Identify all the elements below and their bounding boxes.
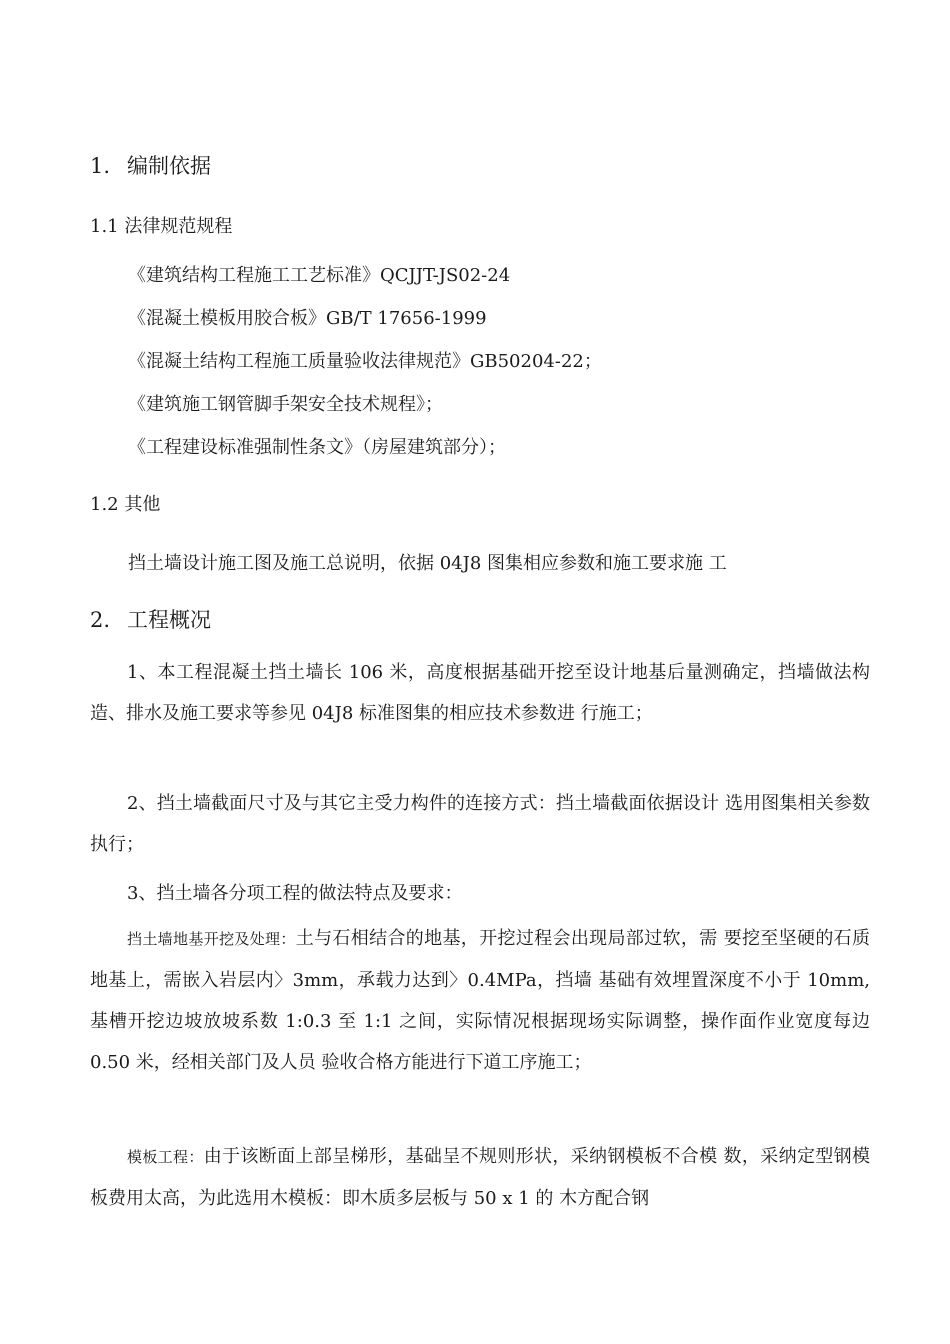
- foundation-excavation-label: 挡土墙地基开挖及处理：: [127, 930, 296, 948]
- formwork-text: 由于该断面上部呈梯形，基础呈不规则形状，采纳钢模板不合模 数，采纳定型钢模板费用太高，为此选用木模板：即木质多层板与 50 x 1 的 木方配合钢: [90, 1146, 870, 1209]
- section-2-number: 2.: [90, 608, 111, 632]
- reference-item: 《建筑结构工程施工工艺标准》QCJJT-JS02-24: [128, 265, 511, 286]
- section-1-title: 编制依据: [127, 154, 211, 178]
- formwork-paragraph: [90, 1136, 870, 1219]
- overview-paragraph-1: 1、本工程混凝土挡土墙长 106 米，高度根据基础开挖至设计地基后量测确定，挡墙做法构造、排水及施工要求等参见 04J8 标准图集的相应技术参数进 行施工；: [90, 662, 870, 724]
- section-1-2-heading: 1.2 其他: [90, 494, 161, 515]
- reference-item: 《混凝土结构工程施工质量验收法律规范》GB50204-22；: [128, 351, 602, 372]
- reference-item: 《建筑施工钢管脚手架安全技术规程》；: [128, 394, 443, 415]
- section-1-1-heading: 1.1 法律规范规程: [90, 216, 233, 237]
- reference-item: 《混凝土模板用胶合板》GB/T 17656-1999: [128, 308, 487, 329]
- section-1-number: 1.: [90, 154, 111, 178]
- foundation-excavation-paragraph: [90, 918, 870, 1083]
- foundation-excavation-text: 土与石相结合的地基，开挖过程会出现局部过软，需 要挖至坚硬的石质地基上，需嵌入岩层内〉3mm，承载力达到〉0.4MPa，挡墙 基础有效埋置深度不小于 10mm,基槽开挖边坡放坡系数 1:0.3 至 1:1 之间，实际情况根据现场实际调整，操作面作业宽度每边 0.50 米，经相关部门及人员 验收合格方能进行下道工序施工；: [90, 928, 870, 1073]
- formwork-label: 模板工程：: [127, 1148, 204, 1166]
- overview-paragraph-2: 2、挡土墙截面尺寸及与其它主受力构件的连接方式：挡土墙截面依据设计 选用图集相关参数执行；: [90, 793, 870, 855]
- section-1-2-text: 挡土墙设计施工图及施工总说明，依据 04J8 图集相应参数和施工要求施 工: [128, 553, 727, 574]
- overview-paragraph-3: 3、挡土墙各分项工程的做法特点及要求：: [127, 883, 463, 904]
- section-2-title: 工程概况: [127, 608, 211, 632]
- section-1-heading: [90, 150, 211, 180]
- reference-item: 《工程建设标准强制性条文》（房屋建筑部分）；: [128, 437, 506, 458]
- section-2-heading: [90, 604, 211, 634]
